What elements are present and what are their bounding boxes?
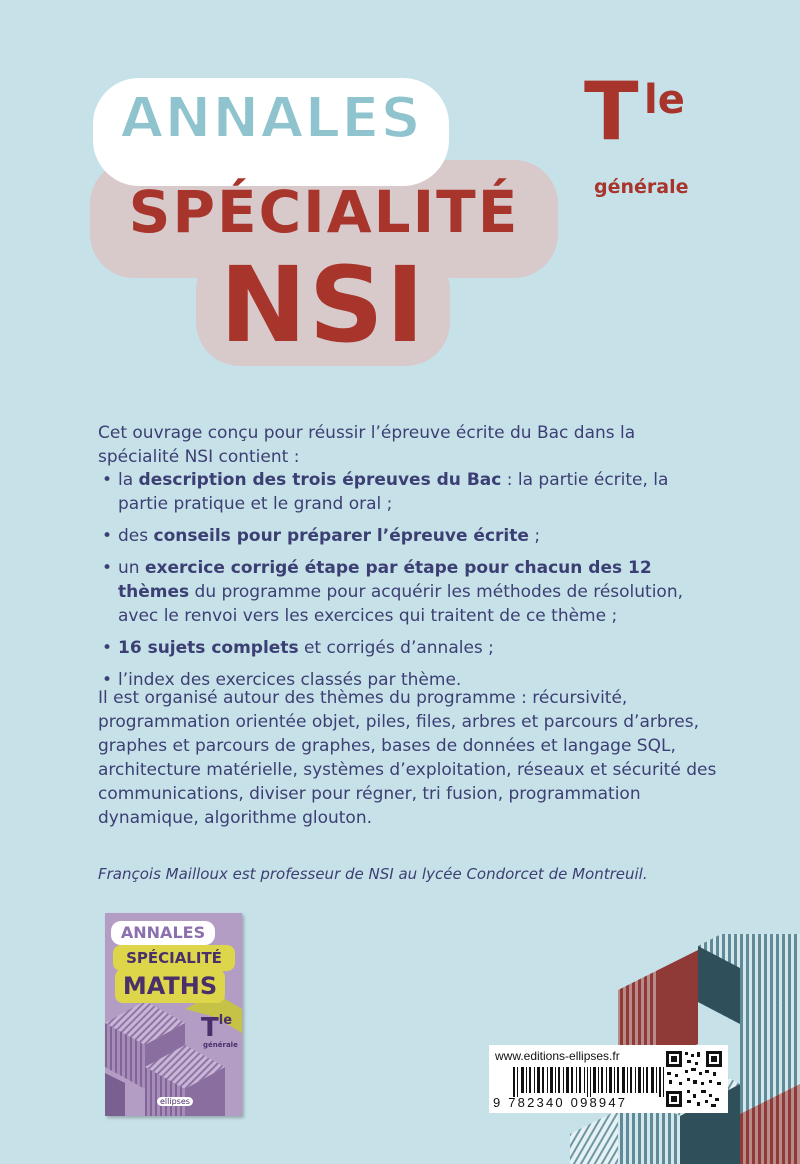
list-item-bold: exercice corrigé étape par étape pour chacun des 12 thèmes xyxy=(118,558,652,602)
mini-book-specialite: SPÉCIALITÉ xyxy=(113,945,235,971)
cover-title-block xyxy=(0,0,800,380)
list-item-text: du programme pour acquérir les méthodes de résolution, avec le renvoi vers les exercices qui traitent de ce thème ; xyxy=(118,582,684,626)
list-item xyxy=(98,556,718,628)
barcode-card xyxy=(489,1045,728,1113)
list-item-text: et corrigés d’annales ; xyxy=(298,638,494,658)
list-item-text: : la partie écrite, la partie pratique et le grand oral ; xyxy=(118,470,669,514)
publisher-website: www.editions-ellipses.fr xyxy=(495,1049,620,1063)
intro-paragraph: Cet ouvrage conçu pour réussir l’épreuve écrite du Bac dans la spécialité NSI contient : xyxy=(98,423,636,467)
list-item-text: des xyxy=(118,526,154,546)
mini-book-annales: ANNALES xyxy=(111,921,215,945)
themes-paragraph: Il est organisé autour des thèmes du programme : récursivité, programmation orientée objet, piles, files, arbres et parcours d’arbres, graphes et parcours de graphes, bases de données et langage SQL, architecture matérielle, systèmes d’exploitation, réseaux et sécurité des communications, diviser pour régner, tri fusion, programmation dynamique, algorithme glouton. xyxy=(98,688,717,828)
level-main: T xyxy=(584,65,639,158)
mini-book-level-main: T xyxy=(201,1013,219,1043)
contents-list xyxy=(98,468,718,700)
mini-book-level-sub: générale xyxy=(203,1041,238,1049)
list-item-text: la xyxy=(118,470,139,490)
level-badge xyxy=(584,65,724,202)
title-nsi: NSI xyxy=(219,244,427,366)
title-specialite: SPÉCIALITÉ xyxy=(128,178,520,246)
publisher-logo: ellipses xyxy=(157,1097,193,1106)
isbn-number: 9 782340 098947 xyxy=(493,1095,628,1110)
list-item-bold: 16 sujets complets xyxy=(118,638,299,658)
mini-book-level-sup: le xyxy=(218,1013,233,1028)
list-item-text: ; xyxy=(528,526,541,546)
list-item xyxy=(98,636,718,660)
list-item xyxy=(98,468,718,516)
mini-book-level xyxy=(201,1013,232,1043)
list-item xyxy=(98,524,718,548)
title-annales: ANNALES xyxy=(120,86,422,151)
mini-book-maths: MATHS xyxy=(115,969,225,1003)
list-item-bold: conseils pour préparer l’épreuve écrite xyxy=(153,526,529,546)
list-item-text: un xyxy=(118,558,145,578)
qr-code-icon xyxy=(665,1050,723,1108)
barcode-icon xyxy=(513,1067,673,1097)
list-item-bold: description des trois épreuves du Bac xyxy=(138,470,502,490)
level-superscript: le xyxy=(644,77,685,123)
related-book-cover xyxy=(105,913,242,1116)
author-note: François Mailloux est professeur de NSI au lycée Condorcet de Montreuil. xyxy=(98,865,648,883)
list-item-text: l’index des exercices classés par thème. xyxy=(118,670,462,690)
level-subtitle: générale xyxy=(594,176,689,198)
